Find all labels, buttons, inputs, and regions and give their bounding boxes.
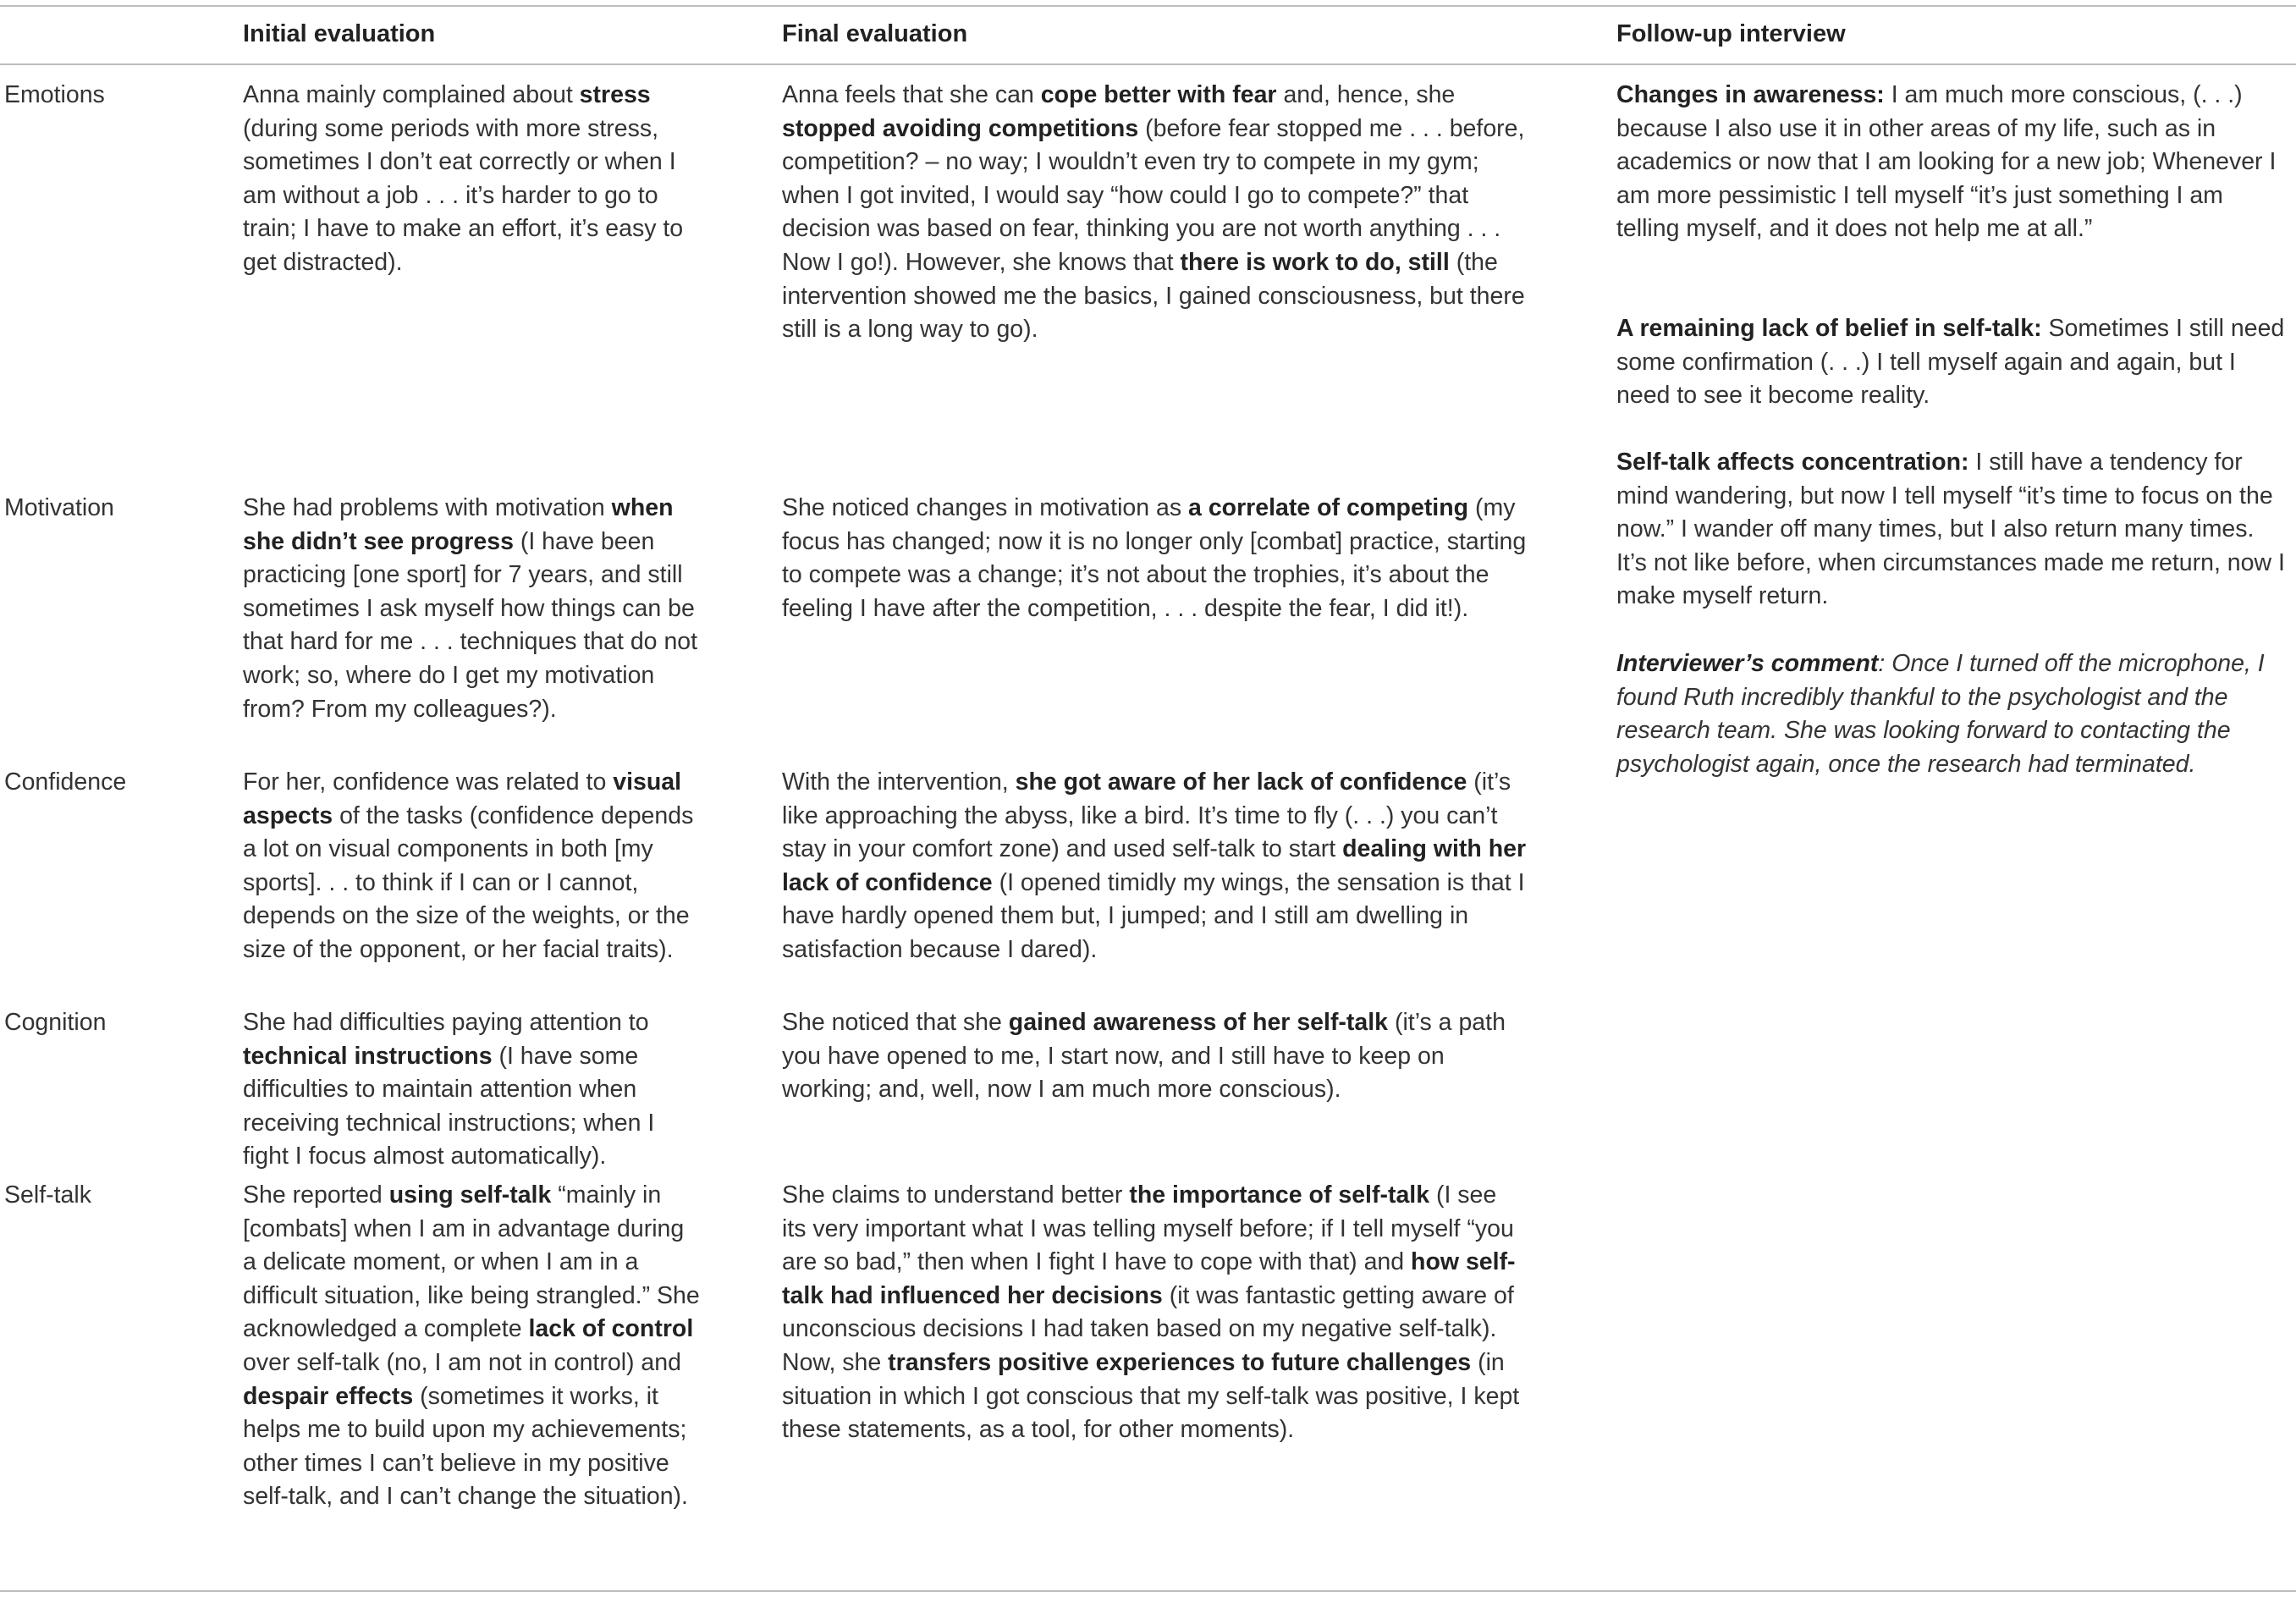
table-bottom-rule (0, 1590, 2296, 1592)
bold-phrase: despair effects (243, 1382, 414, 1410)
bold-phrase: Changes in awareness: (1616, 81, 1885, 108)
row-label-confidence: Confidence (4, 768, 127, 796)
table-top-rule (0, 5, 2296, 7)
cell-confidence-initial: For her, confidence was related to visual aspects of the tasks (confidence depends a lot on visual components in both [my sports]. . . to think if I can or I cannot, depends on the size of the weights, or the size of the opponent, or her facial traits). (243, 768, 694, 963)
followup-changes-in-awareness: Changes in awareness: I am much more conscious, (. . .) because I also use it in other areas of my life, such as in academics or now that I am looking for a new job; Whenever I am more pessimistic I tell myself “it’s just something I am telling myself, and it does not help me at all.” (1616, 81, 2277, 243)
bold-phrase: using self-talk (388, 1181, 552, 1209)
cell-emotions-initial: Anna mainly complained about stress (during some periods with more stress, sometimes I don’t eat correctly or when I am without a job . . . it’s harder to go to train; I have to make an effort, it’s easy to get distracted). (243, 81, 684, 276)
bold-phrase: transfers positive experiences to future challenges (888, 1348, 1472, 1376)
bold-phrase: stopped avoiding competitions (782, 114, 1139, 142)
bold-phrase: a correlate of competing (1188, 494, 1469, 521)
cell-self-talk-final: She claims to understand better the importance of self-talk (I see its very important what I was telling myself before; if I tell myself “you are so bad,” then when I fight I have to cope with that) and how self-talk had influenced her decisions (it was fantastic getting aware of unconscious decisions I had taken based on my negative self-talk). Now, she transfers positive experiences to future challenges (in situation in which I got conscious that my self-talk was positive, I kept these statements, as a tool, for other moments). (782, 1181, 1520, 1444)
cell-self-talk-initial: She reported using self-talk “mainly in [combats] when I am in advantage during a delicate moment, or when I am in a difficult situation, like being strangled.” She acknowledged a complete lack of control over self-talk (no, I am not in control) and despair effects (sometimes it works, it helps me to build upon my achievements; other times I can’t believe in my positive self-talk, and I can’t change the situation). (243, 1181, 700, 1511)
bold-phrase: visual aspects (243, 768, 682, 829)
cell-motivation-final: She noticed changes in motivation as a correlate of competing (my focus has changed; now it is no longer only [combat] practice, starting to compete was a change; it’s not about the trophies, it’s about the feeling I have after the competition, . . . despite the fear, I did it!). (782, 494, 1527, 622)
cell-motivation-initial: She had problems with motivation when she didn’t see progress (I have been practicing [one sport] for 7 years, and still sometimes I ask myself how things can be that hard for me . . . techniques that do not work; so, where do I get my motivation from? From my colleagues?). (243, 494, 698, 723)
row-label-motivation: Motivation (4, 494, 114, 521)
bold-phrase: Self-talk affects concentration: (1616, 449, 1969, 476)
followup-remaining-lack-of-belief: A remaining lack of belief in self-talk: Sometimes I still need some confirmation (. . .) I tell myself again and again, but I need to see it become reality. (1616, 315, 2285, 410)
bold-phrase: how self-talk had influenced her decisions (782, 1248, 1516, 1309)
cell-cognition-initial: She had difficulties paying attention to technical instructions (I have some difficulties to maintain attention when receiving technical instructions; when I fight I focus almost automatically). (243, 1009, 655, 1170)
bold-phrase: cope better with fear (1040, 81, 1277, 108)
bold-phrase: A remaining lack of belief in self-talk: (1616, 315, 2042, 342)
row-label-self-talk: Self-talk (4, 1181, 91, 1209)
column-header-followup: Follow-up interview (1616, 20, 1846, 47)
cell-emotions-final: Anna feels that she can cope better with fear and, hence, she stopped avoiding competitions (before fear stopped me . . . before, competition? – no way; I wouldn’t even try to compete in my gym; when I got invited, I would say “how could I go to compete?” that decision was based on fear, thinking you are not worth anything . . . Now I go!). However, she knows that there is work to do, still (the intervention showed me the basics, I gained consciousness, but there still is a long way to go). (782, 81, 1525, 344)
followup-interviewer-comment: Interviewer’s comment: Once I turned off the microphone, I found Ruth incredibly thankful to the psychologist and the research team. She was looking forward to contacting the psychologist again, once the research had terminated. (1616, 650, 2265, 778)
bold-phrase: when she didn’t see progress (243, 494, 674, 555)
cell-confidence-final: With the intervention, she got aware of her lack of confidence (it’s like approaching the abyss, like a bird. It’s time to fly (. . .) you can’t stay in your comfort zone) and used self-talk to start dealing with her lack of confidence (I opened timidly my wings, the sensation is that I have hardly opened them but, I jumped; and I still am dwelling in satisfaction because I dared). (782, 768, 1527, 963)
bold-phrase: technical instructions (243, 1042, 493, 1070)
column-header-final: Final evaluation (782, 20, 968, 47)
bold-phrase: she got aware of her lack of confidence (1015, 768, 1467, 796)
bold-phrase: there is work to do, still (1180, 248, 1450, 276)
followup-self-talk-concentration: Self-talk affects concentration: I still have a tendency for mind wandering, but now I tell myself “it’s time to focus on the now.” I wander off many times, but I also return many times. It’s not like before, when circumstances made me return, now I make myself return. (1616, 449, 2285, 610)
table-header-rule (0, 63, 2296, 65)
bold-phrase: gained awareness of her self-talk (1008, 1009, 1389, 1036)
bold-phrase: the importance of self-talk (1129, 1181, 1430, 1209)
bold-phrase: lack of control (528, 1315, 694, 1343)
bold-phrase: Interviewer’s comment (1616, 650, 1879, 677)
bold-phrase: stress (579, 81, 651, 108)
row-label-cognition: Cognition (4, 1009, 107, 1036)
row-label-emotions: Emotions (4, 81, 105, 108)
column-header-initial: Initial evaluation (243, 20, 436, 47)
cell-cognition-final: She noticed that she gained awareness of her self-talk (it’s a path you have opened to me, I start now, and I still have to keep on working; and, well, now I am much more conscious). (782, 1009, 1506, 1104)
bold-phrase: dealing with her lack of confidence (782, 835, 1527, 896)
